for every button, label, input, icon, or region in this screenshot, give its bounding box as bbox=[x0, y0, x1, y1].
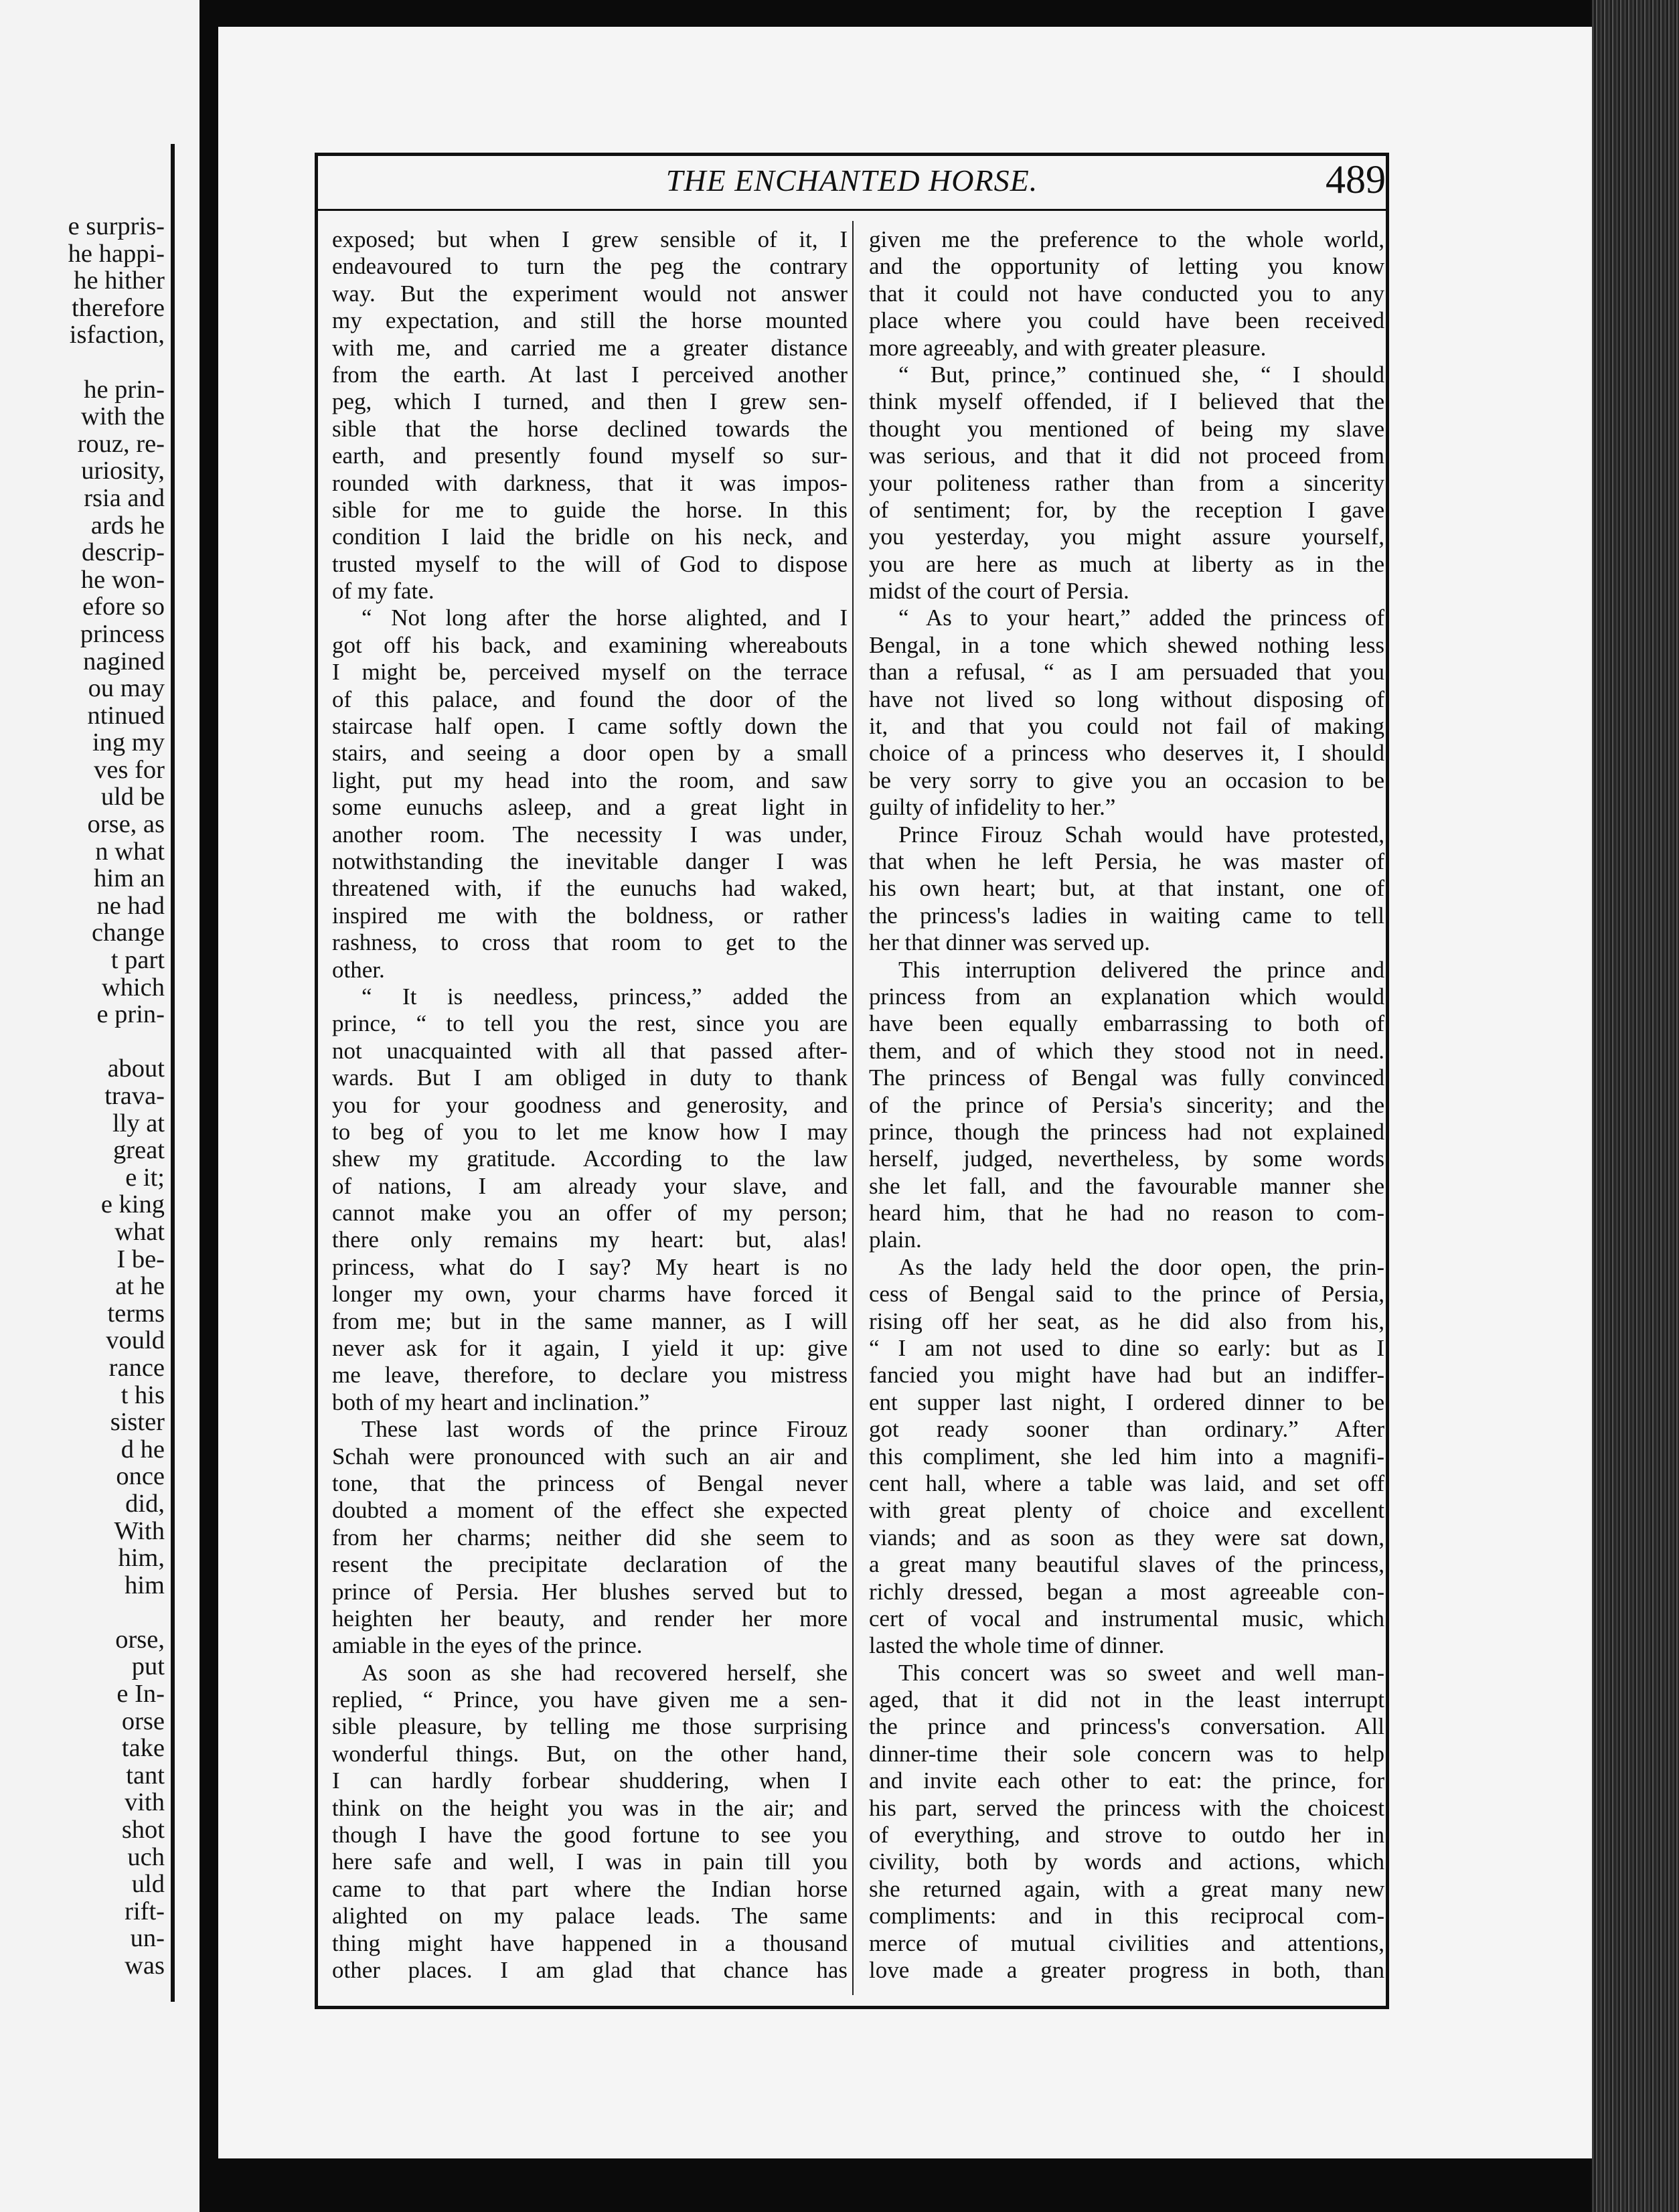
text-line: tone, that the princess of Bengal never bbox=[332, 1470, 848, 1496]
text-line: inspired me with the boldness, or rather bbox=[332, 902, 848, 929]
fragment-line: change bbox=[91, 919, 165, 947]
text-line: midst of the court of Persia. bbox=[869, 578, 1129, 605]
text-column-right bbox=[869, 226, 1384, 1984]
fragment-line: rouz, re- bbox=[77, 429, 165, 458]
fragment-line: take bbox=[121, 1734, 165, 1763]
text-line: that when he left Persia, he was master of bbox=[869, 848, 1384, 874]
text-line: thought you mentioned of being my slave bbox=[869, 415, 1384, 442]
text-line: sible pleasure, by telling me those surprising bbox=[332, 1713, 848, 1740]
text-line: princess from an explanation which would bbox=[869, 983, 1384, 1010]
text-line: sible that the horse declined towards the bbox=[332, 415, 848, 442]
fragment-line: t part bbox=[110, 946, 165, 975]
fragment-line: at he bbox=[115, 1272, 165, 1301]
text-line: stairs, and seeing a door open by a small bbox=[332, 740, 848, 767]
text-line: not unacquainted with all that passed after- bbox=[332, 1037, 848, 1064]
text-line: a great many beautiful slaves of the princess, bbox=[869, 1551, 1384, 1578]
fragment-line: about bbox=[107, 1054, 165, 1083]
text-line: “ Not long after the horse alighted, and I bbox=[362, 605, 848, 631]
text-line: wonderful things. But, on the other hand, bbox=[332, 1740, 848, 1767]
text-line: some eunuchs asleep, and a great light in bbox=[332, 794, 848, 821]
text-line: Bengal, in a tone which shewed nothing less bbox=[869, 631, 1384, 658]
text-line: replied, “ Prince, you have given me a sen- bbox=[332, 1686, 848, 1713]
text-line: place where you could have been received bbox=[869, 307, 1384, 334]
text-line: princess, what do I say? My heart is no bbox=[332, 1253, 848, 1280]
text-line: This interruption delivered the prince and bbox=[898, 956, 1384, 983]
text-line: wards. But I am obliged in duty to thank bbox=[332, 1064, 848, 1091]
text-line: “ It is needless, princess,” added the bbox=[362, 983, 848, 1010]
running-title: THE ENCHANTED HORSE. bbox=[665, 163, 1038, 198]
text-line: fancied you might have had but an indiffer- bbox=[869, 1362, 1384, 1389]
fragment-line: uld bbox=[131, 1870, 165, 1899]
text-line: and the opportunity of letting you know bbox=[869, 253, 1384, 280]
text-line: These last words of the prince Firouz bbox=[362, 1416, 848, 1443]
fragment-line: tant bbox=[126, 1761, 165, 1790]
fragment-line: rance bbox=[108, 1353, 165, 1382]
fragment-line: t his bbox=[121, 1380, 165, 1409]
text-line: me leave, therefore, to declare you mistress bbox=[332, 1362, 848, 1389]
fragment-line: ves for bbox=[94, 755, 165, 784]
fragment-line: once bbox=[116, 1462, 165, 1491]
text-line: she returned again, with a great many new bbox=[869, 1875, 1384, 1902]
text-line: of my fate. bbox=[332, 578, 434, 605]
book-gutter bbox=[199, 0, 218, 2212]
text-line: and invite each other to eat: the prince, for bbox=[869, 1767, 1384, 1794]
text-line: her that dinner was served up. bbox=[869, 929, 1150, 956]
text-line: As the lady held the door open, the prin- bbox=[898, 1253, 1384, 1280]
text-line: lasted the whole time of dinner. bbox=[869, 1632, 1165, 1659]
text-line: earth, and presently found myself so sur- bbox=[332, 443, 848, 469]
fragment-line: rsia and bbox=[84, 483, 165, 512]
text-column-left bbox=[332, 226, 848, 1984]
fragment-line: sister bbox=[110, 1408, 165, 1437]
fragment-line: descrip- bbox=[82, 538, 165, 567]
fragment-line: ing my bbox=[92, 728, 165, 757]
text-line: guilty of infidelity to her.” bbox=[869, 794, 1116, 821]
fragment-line: he hither bbox=[74, 266, 165, 295]
text-line: more agreeably, and with greater pleasure. bbox=[869, 334, 1267, 361]
fragment-line: lly at bbox=[112, 1109, 165, 1137]
fragment-line: With bbox=[114, 1516, 165, 1545]
text-line: plain. bbox=[869, 1227, 922, 1253]
text-line: both of my heart and inclination.” bbox=[332, 1389, 650, 1415]
text-line: though I have the good fortune to see you bbox=[332, 1822, 848, 1848]
fragment-line: nagined bbox=[83, 647, 165, 676]
text-line: merce of mutual civilities and attentions, bbox=[869, 1929, 1384, 1956]
text-line: love made a greater progress in both, than bbox=[869, 1957, 1384, 1983]
fragment-line: he happi- bbox=[68, 239, 165, 268]
text-line: alighted on my palace leads. The same bbox=[332, 1903, 848, 1929]
text-line: prince, “ to tell you the rest, since you are bbox=[332, 1010, 848, 1037]
text-line: with me, and carried me a greater distance bbox=[332, 334, 848, 361]
text-line: longer my own, your charms have forced it bbox=[332, 1281, 848, 1308]
text-line: you are here as much at liberty as in the bbox=[869, 550, 1384, 577]
text-line: with great plenty of choice and excellent bbox=[869, 1497, 1384, 1524]
fragment-line: isfaction, bbox=[69, 321, 165, 349]
text-line: cent hall, where a table was laid, and set off bbox=[869, 1470, 1384, 1496]
fragment-line: e king bbox=[100, 1190, 165, 1219]
fragment-line: e surpris- bbox=[68, 212, 165, 240]
fragment-line: great bbox=[113, 1136, 165, 1165]
text-line: have not lived so long without disposing of bbox=[869, 686, 1384, 712]
fragment-line: therefore bbox=[72, 293, 165, 322]
text-line: heard him, that he had no reason to com- bbox=[869, 1200, 1384, 1227]
text-line: condition I laid the bridle on his neck, and bbox=[332, 524, 848, 550]
fragment-line: was bbox=[125, 1952, 165, 1980]
text-line: cannot make you an offer of my person; bbox=[332, 1200, 848, 1227]
previous-page-frame-rule bbox=[171, 144, 175, 2002]
text-line: his part, served the princess with the choicest bbox=[869, 1794, 1384, 1821]
fragment-line: orse, bbox=[115, 1625, 165, 1654]
text-line: rashness, to cross that room to get to the bbox=[332, 929, 848, 956]
book-page-edges bbox=[1592, 0, 1679, 2212]
text-line: my expectation, and still the horse mounted bbox=[332, 307, 848, 334]
previous-page-edge bbox=[0, 0, 199, 2212]
text-line: I might be, perceived myself on the terrace bbox=[332, 659, 848, 686]
fragment-line: uld be bbox=[100, 783, 165, 811]
fragment-line: princess bbox=[80, 619, 165, 648]
text-line: that it could not have conducted you to any bbox=[869, 280, 1384, 307]
text-line: Prince Firouz Schah would have protested, bbox=[898, 821, 1384, 848]
fragment-line: uriosity, bbox=[81, 457, 165, 485]
text-line: thing might have happened in a thousand bbox=[332, 1929, 848, 1956]
text-line: This concert was so sweet and well man- bbox=[898, 1659, 1384, 1686]
fragment-line: put bbox=[131, 1652, 165, 1681]
text-line: heighten her beauty, and render her more bbox=[332, 1605, 848, 1632]
text-line: Schah were pronounced with such an air and bbox=[332, 1443, 848, 1470]
text-line: notwithstanding the inevitable danger I was bbox=[332, 848, 848, 874]
text-line: exposed; but when I grew sensible of it, I bbox=[332, 226, 848, 252]
fragment-line: him bbox=[125, 1571, 165, 1599]
text-line: got ready sooner than ordinary.” After bbox=[869, 1416, 1384, 1443]
text-line: have been equally embarrassing to both of bbox=[869, 1010, 1384, 1037]
fragment-line: I be- bbox=[116, 1245, 165, 1273]
text-line: prince, though the princess had not explained bbox=[869, 1118, 1384, 1145]
text-line: way. But the experiment would not answer bbox=[332, 280, 848, 307]
fragment-line: un- bbox=[130, 1924, 165, 1953]
text-line: “ As to your heart,” added the princess of bbox=[898, 605, 1384, 631]
text-line: ent supper last night, I ordered dinner to be bbox=[869, 1389, 1384, 1415]
column-divider bbox=[852, 221, 854, 1995]
text-line: richly dressed, began a most agreeable con- bbox=[869, 1578, 1384, 1605]
fragment-line bbox=[0, 349, 165, 376]
text-line: to beg of you to let me know how I may bbox=[332, 1118, 848, 1145]
text-line: got off his back, and examining whereabouts bbox=[332, 631, 848, 658]
text-line: rounded with darkness, that it was impos- bbox=[332, 469, 848, 496]
text-line: here safe and well, I was in pain till you bbox=[332, 1848, 848, 1875]
text-line: your politeness rather than from a sincerity bbox=[869, 469, 1384, 496]
text-line: of sentiment; for, by the reception I gave bbox=[869, 496, 1384, 523]
fragment-line: he prin- bbox=[84, 375, 165, 404]
fragment-line: he won- bbox=[80, 565, 165, 594]
page-number: 489 bbox=[1326, 157, 1386, 202]
text-line: the princess's ladies in waiting came to tell bbox=[869, 902, 1384, 929]
text-line: never ask for it again, I yield it up: give bbox=[332, 1335, 848, 1362]
text-line: prince of Persia. Her blushes served but to bbox=[332, 1578, 848, 1605]
fragment-line: n what bbox=[95, 837, 165, 866]
fragment-line: with the bbox=[80, 402, 165, 431]
text-line: civility, both by words and actions, which bbox=[869, 1848, 1384, 1875]
text-line: think myself offended, if I believed that the bbox=[869, 388, 1384, 415]
text-line: dinner-time their sole concern was to help bbox=[869, 1740, 1384, 1767]
fragment-line: uch bbox=[127, 1842, 165, 1871]
text-line: than a refusal, “ as I am persuaded that you bbox=[869, 659, 1384, 686]
fragment-line: shot bbox=[121, 1816, 165, 1844]
text-line: resent the precipitate declaration of the bbox=[332, 1551, 848, 1578]
text-line: another room. The necessity I was under, bbox=[332, 821, 848, 848]
fragment-line: him an bbox=[94, 864, 165, 893]
header-rule bbox=[315, 209, 1389, 211]
text-line: The princess of Bengal was fully convinced bbox=[869, 1064, 1384, 1091]
fragment-line: vith bbox=[125, 1788, 165, 1817]
fragment-line: what bbox=[114, 1217, 165, 1246]
fragment-line: him, bbox=[118, 1544, 165, 1573]
text-line: from the earth. At last I perceived another bbox=[332, 361, 848, 388]
text-line: it, and that you could not fail of making bbox=[869, 713, 1384, 740]
fragment-line: efore so bbox=[82, 592, 165, 621]
fragment-line: did, bbox=[125, 1489, 165, 1518]
text-line: other. bbox=[332, 956, 385, 983]
text-line: rising off her seat, as he did also from his, bbox=[869, 1308, 1384, 1334]
text-line: compliments: and in this reciprocal com- bbox=[869, 1903, 1384, 1929]
text-line: endeavoured to turn the peg the contrary bbox=[332, 253, 848, 280]
fragment-line: ards he bbox=[90, 511, 165, 540]
text-line: other places. I am glad that chance has bbox=[332, 1957, 848, 1983]
text-line: from me; but in the same manner, as I will bbox=[332, 1308, 848, 1334]
fragment-line: e prin- bbox=[96, 1000, 165, 1029]
fragment-line: trava- bbox=[104, 1082, 165, 1110]
text-line: them, and of which they stood not in need. bbox=[869, 1037, 1384, 1064]
text-line: I can hardly forbear shuddering, when I bbox=[332, 1767, 848, 1794]
text-line: cess of Bengal said to the prince of Persia, bbox=[869, 1281, 1384, 1308]
fragment-line bbox=[0, 1028, 165, 1056]
text-line: came to that part where the Indian horse bbox=[332, 1875, 848, 1902]
text-line: of the prince of Persia's sincerity; and the bbox=[869, 1091, 1384, 1118]
text-line: “ I am not used to dine so early: but as I bbox=[869, 1335, 1384, 1362]
text-line: of everything, and strove to outdo her in bbox=[869, 1822, 1384, 1848]
previous-page-text-fragments bbox=[0, 213, 165, 1980]
text-line: of this palace, and found the door of the bbox=[332, 686, 848, 712]
text-line: there only remains my heart: but, alas! bbox=[332, 1227, 848, 1253]
fragment-line: rift- bbox=[125, 1897, 165, 1925]
text-line: be very sorry to give you an occasion to be bbox=[869, 767, 1384, 793]
text-line: amiable in the eyes of the prince. bbox=[332, 1632, 643, 1659]
fragment-line: ne had bbox=[96, 891, 165, 920]
fragment-line: orse bbox=[121, 1707, 165, 1735]
text-line: from her charms; neither did she seem to bbox=[332, 1524, 848, 1551]
text-line: threatened with, if the eunuchs had waked, bbox=[332, 875, 848, 902]
fragment-line bbox=[0, 1599, 165, 1626]
fragment-line: terms bbox=[107, 1299, 165, 1328]
fragment-line: orse, as bbox=[87, 810, 165, 839]
text-line: think on the height you was in the air; and bbox=[332, 1794, 848, 1821]
text-line: peg, which I turned, and then I grew sen- bbox=[332, 388, 848, 415]
text-line: given me the preference to the whole world, bbox=[869, 226, 1384, 252]
text-line: herself, judged, nevertheless, by some words bbox=[869, 1146, 1384, 1172]
text-line: you yesterday, you might assure yourself, bbox=[869, 524, 1384, 550]
fragment-line: e In- bbox=[116, 1680, 165, 1709]
text-line: of nations, I am already your slave, and bbox=[332, 1172, 848, 1199]
text-line: she let fall, and the favourable manner she bbox=[869, 1172, 1384, 1199]
text-line: choice of a princess who deserves it, I should bbox=[869, 740, 1384, 767]
text-line: viands; and as soon as they were sat down, bbox=[869, 1524, 1384, 1551]
text-line: was serious, and that it did not proceed from bbox=[869, 443, 1384, 469]
fragment-line: which bbox=[101, 973, 165, 1002]
fragment-line: vould bbox=[106, 1326, 165, 1355]
text-line: this compliment, she led him into a magnifi- bbox=[869, 1443, 1384, 1470]
fragment-line: e it; bbox=[125, 1163, 165, 1192]
text-line: cert of vocal and instrumental music, which bbox=[869, 1605, 1384, 1632]
text-line: doubted a moment of the effect she expected bbox=[332, 1497, 848, 1524]
text-line: you for your goodness and generosity, and bbox=[332, 1091, 848, 1118]
text-line: the prince and princess's conversation. All bbox=[869, 1713, 1384, 1740]
text-line: trusted myself to the will of God to dispose bbox=[332, 550, 848, 577]
text-line: “ But, prince,” continued she, “ I should bbox=[898, 361, 1384, 388]
fragment-line: ntinued bbox=[87, 701, 165, 730]
fragment-line: ou may bbox=[88, 674, 165, 703]
text-line: his own heart; but, at that instant, one of bbox=[869, 875, 1384, 902]
text-line: sible for me to guide the horse. In this bbox=[332, 496, 848, 523]
text-line: aged, that it did not in the least interrupt bbox=[869, 1686, 1384, 1713]
fragment-line: d he bbox=[121, 1435, 165, 1464]
text-line: shew my gratitude. According to the law bbox=[332, 1146, 848, 1172]
text-line: staircase half open. I came softly down the bbox=[332, 713, 848, 740]
text-line: As soon as she had recovered herself, she bbox=[362, 1659, 848, 1686]
text-line: light, put my head into the room, and saw bbox=[332, 767, 848, 793]
